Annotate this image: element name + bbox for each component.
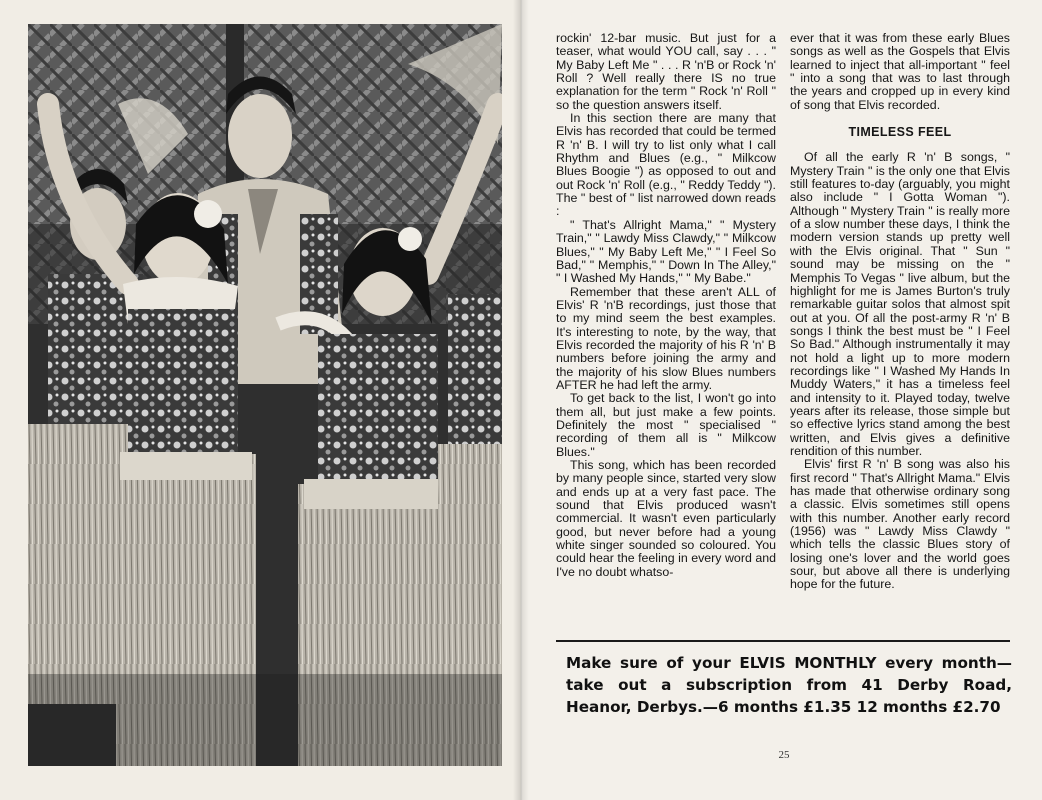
paragraph: Of all the early R 'n' B songs, " Mystery Train " is the only one that Elvis still features to-day (arguably, you might also include " I Gotta Woman "). Although " Mystery Train " is really more of a slow number these days, I think the modern version stands up pretty well with the Elvis original. That " Sun " sound may be missing on the " Memphis To Vegas " live album, but the highlight for me is James Burton's truly remarkable guitar solos that almost spit out at you. Of all the post-army R 'n' B songs I think the best must be " I Feel So Bad." Although instrumentally it may not hold a light up to more modern recordings like " I Washed My Hands In Muddy Waters," it has a timeless feel and intensity to it. Played today, twelve years after its release, those simple but so effective lyrics stand among the best written, and Elvis gives a definitive rendition of this number. [790,150,1010,458]
section-heading: TIMELESS FEEL [848,125,952,140]
page-gutter [513,0,529,800]
article-column-2 [790,32,1010,592]
hula-dancers-photo [28,24,502,766]
paragraph: ever that it was from these early Blues songs as well as the Gospels that Elvis learned to inject that all-important " feel " into a song that was to last through the years and cropped up in every kind of song that Elvis recorded. [790,31,1010,112]
paragraph: Remember that these aren't ALL of Elvis' R 'n'B recordings, just those that to my mind seem the best examples. It's interesting to note, by the way, that Elvis recorded the majority of his R 'n' B numbers before joining the army and the majority of his slow Blues numbers AFTER he had left the army. [556,284,776,392]
article-column-1 [556,32,776,579]
paragraph: Elvis' first R 'n' B song was also his first record " That's Allright Mama." Elvis has made that otherwise ordinary song a classic. Elvis sometimes still opens with this number. Another early record (1956) was " Lawdy Miss Clawdy " which tells the classic Blues story of losing one's lover and the world goes sour, but above all there is underlying hope for the future. [790,457,1010,592]
paragraph: To get back to the list, I won't go into them all, but just make a few points. Definitely the most " specialised " recording of them all is " Milkcow Blues." [556,391,776,459]
page-number: 25 [778,749,790,761]
paragraph: This song, which has been recorded by many people since, started very slow and ends up at a very fast pace. The sound that Elvis produced wasn't commercial. It wasn't even particularly good, but never before had a young white singer sounded so coloured. You could hear the feeling in every word and I've no doubt whatso- [556,458,776,579]
photo-icon [28,24,502,766]
paragraph: " That's Allright Mama," " Mystery Train," " Lawdy Miss Clawdy," " Milkcow Blues," " My Baby Left Me," " I Feel So Bad," " Memphis," " Down In The Alley," " I Washed My Hands," " My Babe." [556,217,776,286]
article-body [556,32,1010,640]
paragraph: rockin' 12-bar music. But just for a teaser, what would YOU call, say . . . " My Baby Left Me " . . . R 'n'B or Rock 'n' Roll ? Well really there IS no true explanation for the term " Rock 'n' Roll " so the question answers itself. [556,31,776,112]
divider-rule [556,640,1010,642]
subscription-notice: Make sure of your ELVIS MONTHLY every month—take out a subscription from 41 Derby Road, Heanor, Derbys.—6 months £1.35 12 months £2.70 [566,654,1012,716]
paragraph: In this section there are many that Elvis has recorded that could be termed R 'n' B. I will try to list only what I call Rhythm and Blues (e.g., " Milkcow Blues Boogie ") as opposed to out and out Rock 'n' Roll (e.g., " Reddy Teddy "). The " best of " list narrowed down reads : [556,111,776,219]
